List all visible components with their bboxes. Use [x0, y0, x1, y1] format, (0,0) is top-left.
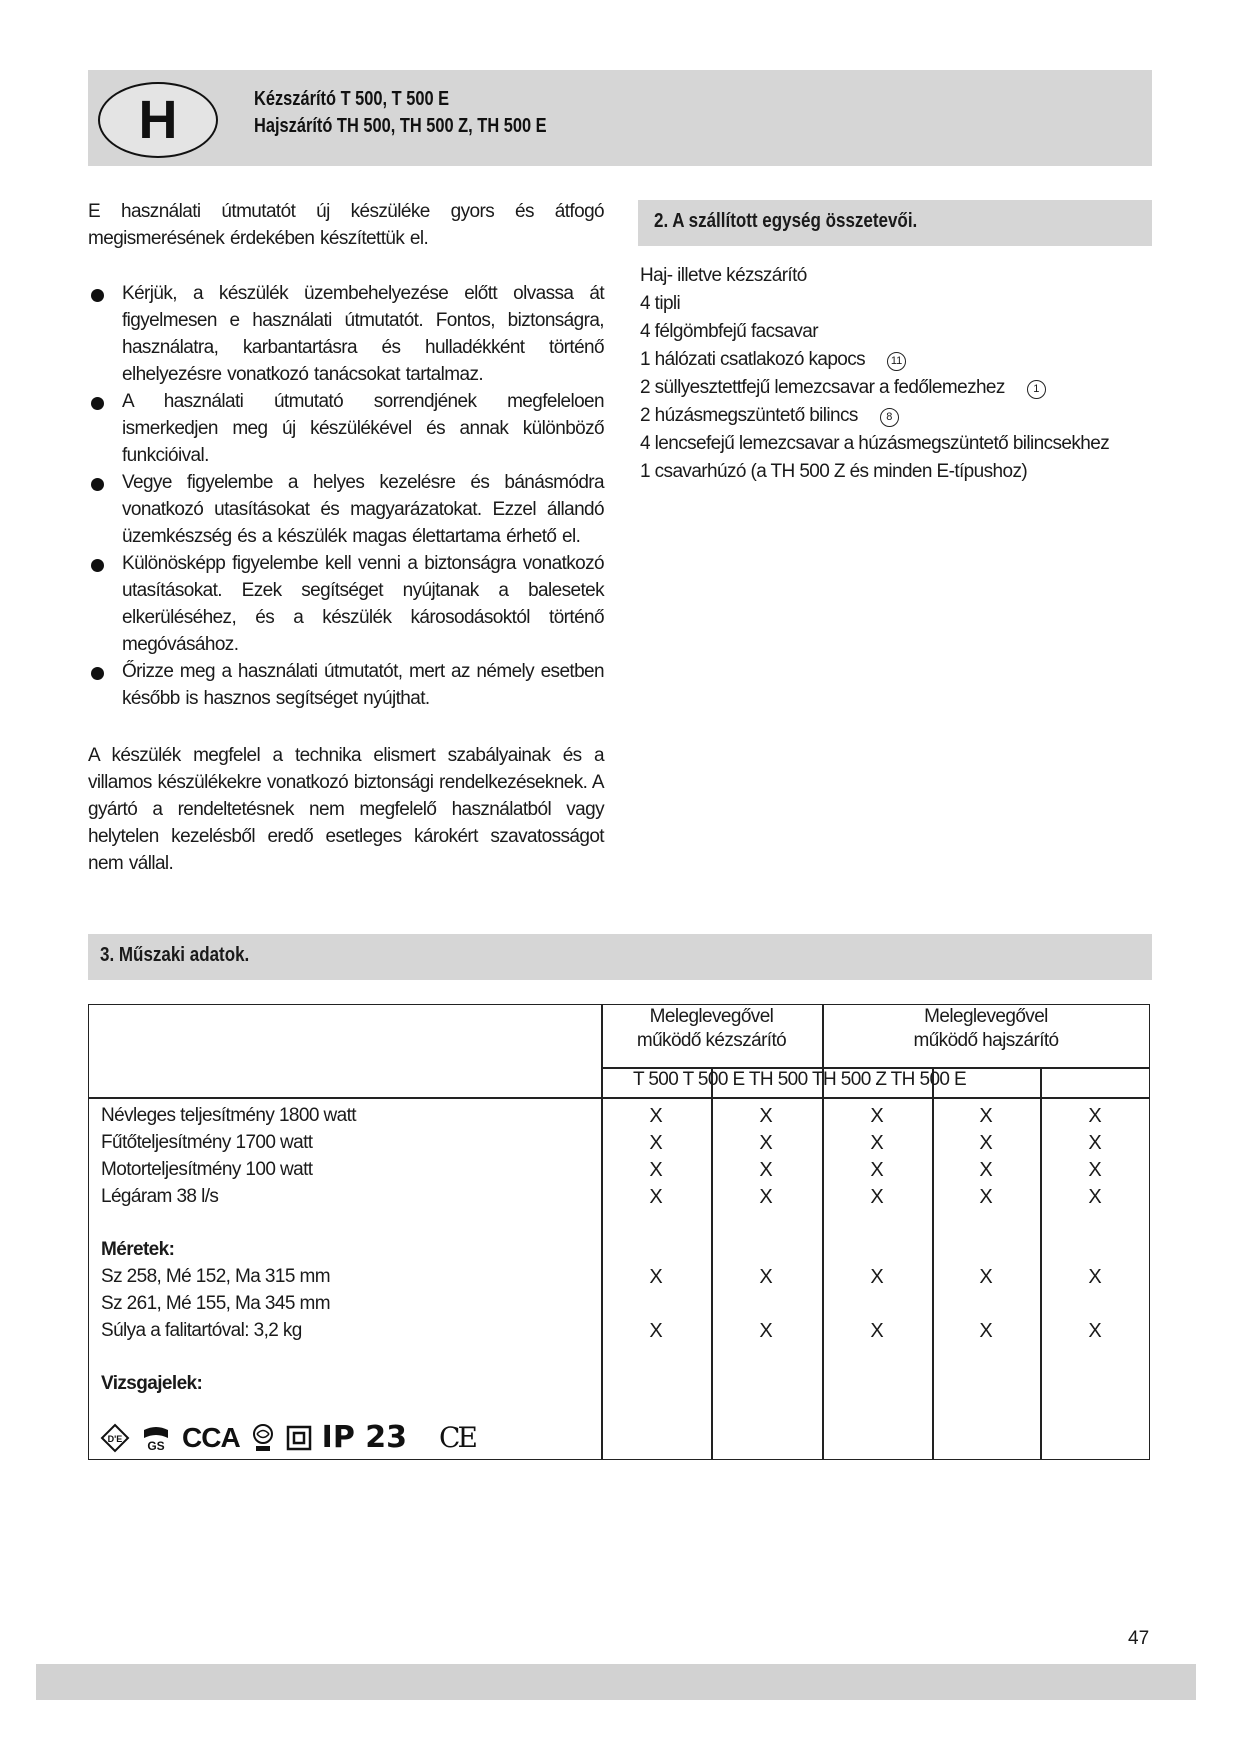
row-label: Súlya a falitartóval: 3,2 kg — [101, 1320, 302, 1341]
group-header-hand-dryer: Meleglevegővel működő kézszárító — [636, 1006, 787, 1051]
title-line-2: Hajszárító TH 500, TH 500 Z, TH 500 E — [254, 115, 547, 137]
bullet-text: Vegye figyelembe a helyes kezelésre és bánásmódra vonatkozó utasításokat és magyarázatokat. Ezzel állandó üzemkészség és a készülék magas élettartama érhető el. — [122, 472, 604, 547]
row-label: Légáram 38 l/s — [101, 1186, 219, 1207]
x-mark: X — [1088, 1266, 1102, 1288]
bullet-icon — [91, 289, 104, 302]
x-mark: X — [979, 1159, 993, 1181]
table-divider — [711, 1067, 713, 1459]
x-mark: X — [979, 1320, 993, 1342]
x-mark: X — [649, 1266, 663, 1288]
list-item — [88, 658, 604, 712]
x-mark: X — [1088, 1132, 1102, 1154]
x-mark: X — [649, 1132, 663, 1154]
x-mark: X — [649, 1186, 663, 1208]
x-mark: X — [870, 1105, 884, 1127]
ref-number-icon: 1 — [1027, 380, 1046, 399]
bullet-icon — [91, 559, 104, 572]
bullet-text: Különösképp figyelembe kell venni a biztonságra vonatkozó utasításokat. Ezek segítséget nyújtanak a balesetek elkerüléséhez, és a készülék károsodásoktól történő megóvásához. — [122, 553, 604, 655]
title-line-1: Kézszárító T 500, T 500 E — [254, 88, 450, 110]
section2-list — [640, 262, 1160, 486]
intro-bullets — [88, 280, 604, 712]
x-mark: X — [870, 1186, 884, 1208]
row-label: Fűtőteljesítmény 1700 watt — [101, 1132, 313, 1153]
x-mark: X — [870, 1266, 884, 1288]
ref-number-icon: 11 — [887, 352, 906, 371]
list-item — [88, 280, 604, 388]
list-item: Haj- illetve kézszárító — [640, 265, 807, 286]
list-item: 4 lencsefejű lemezcsavar a húzásmegszüntető bilincsekhez — [640, 433, 1110, 454]
x-mark: X — [759, 1159, 773, 1181]
x-mark: X — [759, 1320, 773, 1342]
x-mark: X — [759, 1266, 773, 1288]
list-item — [88, 550, 604, 658]
tech-data-table — [88, 1004, 1150, 1460]
bullet-text: A használati útmutató sorrendjének megfeleloen ismerkedjen meg új készülékével és annak különböző funkcióival. — [122, 391, 604, 466]
header-bar — [88, 70, 1152, 166]
ip-rating-mark: IP 23 — [321, 1420, 408, 1455]
table-divider — [932, 1067, 934, 1459]
emc-mark-icon — [250, 1423, 276, 1453]
section3-title: 3. Műszaki adatok. — [100, 944, 250, 966]
bullet-icon — [91, 397, 104, 410]
list-item: 2 húzásmegszüntető bilincs 8 — [640, 402, 1160, 430]
closing-paragraph: A készülék megfelel a technika elismert szabályainak és a villamos készülékekre vonatkozó biztonsági rendelkezéseknek. A gyártó a rendeltetésnek nem megfelelő használatból vagy helytelen kezelésből eredő esetleges károkért szavatosságot nem vállal. — [88, 745, 604, 874]
x-mark: X — [979, 1266, 993, 1288]
header-titles — [254, 86, 611, 140]
list-item: 4 félgömbfejű facsavar — [640, 321, 818, 342]
list-item: 2 süllyesztettfejű lemezcsavar a fedőlemezhez 1 — [640, 374, 1160, 402]
table-divider — [89, 1097, 1150, 1099]
x-mark: X — [979, 1105, 993, 1127]
svg-text:D'E: D'E — [107, 1433, 123, 1444]
intro-paragraph: E használati útmutatót új készüléke gyors és átfogó megismerésének érdekében készítettük el. — [88, 201, 604, 249]
x-mark: X — [649, 1105, 663, 1127]
table-divider — [822, 1067, 824, 1459]
footer-bar — [36, 1664, 1196, 1700]
bullet-icon — [91, 478, 104, 491]
x-mark: X — [649, 1320, 663, 1342]
x-mark: X — [1088, 1320, 1102, 1342]
group-header-hair-dryer: Meleglevegővel működő hajszárító — [913, 1006, 1059, 1051]
x-mark: X — [649, 1159, 663, 1181]
row-label: Sz 258, Mé 152, Ma 315 mm — [101, 1266, 330, 1287]
intro-column — [88, 198, 604, 877]
language-badge — [98, 82, 218, 158]
row-label: Sz 261, Mé 155, Ma 345 mm — [101, 1293, 330, 1314]
bullet-text: Őrizze meg a használati útmutatót, mert az némely esetben később is hasznos segítséget nyújthat. — [122, 661, 604, 709]
vde-mark-icon — [100, 1423, 130, 1453]
x-mark: X — [870, 1320, 884, 1342]
list-item — [88, 469, 604, 550]
ce-mark: CE — [439, 1421, 475, 1454]
svg-text:GS: GS — [147, 1438, 165, 1452]
list-item: 1 csavarhúzó (a TH 500 Z és minden E-típushoz) — [640, 461, 1028, 482]
x-mark: X — [1088, 1159, 1102, 1181]
list-item: 4 tipli — [640, 293, 681, 314]
marks-label: Vizsgajelek: — [101, 1373, 203, 1394]
x-mark: X — [759, 1186, 773, 1208]
model-header-row: T 500 T 500 E TH 500 TH 500 Z TH 500 E — [633, 1069, 967, 1090]
list-item — [88, 388, 604, 469]
ref-number-icon: 8 — [880, 408, 899, 427]
certification-marks — [100, 1420, 475, 1455]
list-item: 1 hálózati csatlakozó kapocs 11 — [640, 346, 1160, 374]
page-number: 47 — [1128, 1628, 1150, 1649]
row-label: Motorteljesítmény 100 watt — [101, 1159, 313, 1180]
bullet-icon — [91, 667, 104, 680]
x-mark: X — [1088, 1186, 1102, 1208]
x-mark: X — [979, 1186, 993, 1208]
x-mark: X — [759, 1132, 773, 1154]
bullet-text: Kérjük, a készülék üzembehelyezése előtt olvassa át figyelmesen e használati útmutatót. Fontos, biztonságra, használatra, karbantartásra és hulladékként történő elhelyezésre vonatkozó tanácsokat tartalmaz. — [122, 283, 604, 385]
x-mark: X — [979, 1132, 993, 1154]
language-code: H — [138, 90, 178, 150]
x-mark: X — [870, 1159, 884, 1181]
table-divider — [1040, 1067, 1042, 1459]
x-mark: X — [759, 1105, 773, 1127]
section2-title: 2. A szállított egység összetevői. — [654, 210, 918, 232]
cca-mark: CCA — [182, 1421, 240, 1453]
table-divider — [601, 1005, 603, 1459]
row-label: Névleges teljesítmény 1800 watt — [101, 1105, 356, 1126]
x-mark: X — [1088, 1105, 1102, 1127]
double-insulation-icon — [286, 1425, 312, 1451]
gs-mark-icon — [140, 1424, 172, 1452]
dimensions-label: Méretek: — [101, 1239, 175, 1260]
x-mark: X — [870, 1132, 884, 1154]
